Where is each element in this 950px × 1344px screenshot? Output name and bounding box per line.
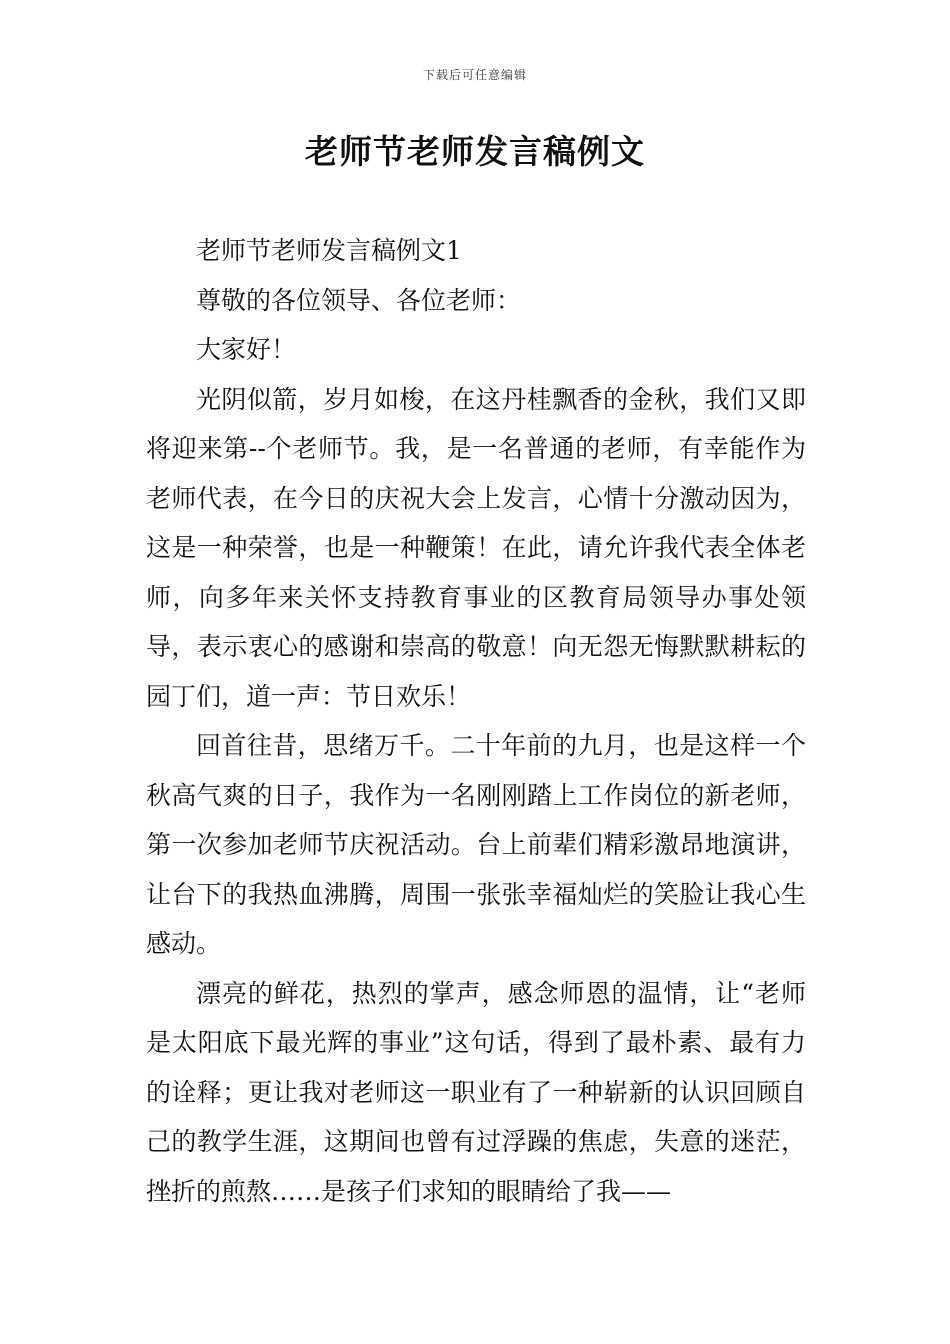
document-title: 老师节老师发言稿例文	[305, 132, 645, 171]
greeting-paragraph: 大家好！	[196, 335, 297, 364]
body-paragraph: 光阴似箭，岁月如梭，在这丹桂飘香的金秋，我们又即将迎来第--个老师节。我，是一名普通的老师，有幸能作为老师代表，在今日的庆祝大会上发言，心情十分激动因为，这是一种荣誉，也是一种鞭策！在此，请允许我代表全体老师，向多年来关怀支持教育事业的区教育局领导办事处领导，表示衷心的感谢和崇高的敬意！向无怨无悔默默耕耘的园丁们，道一声：节日欢乐！	[146, 384, 806, 711]
salutation-paragraph: 尊敬的各位领导、各位老师：	[196, 285, 522, 315]
subtitle-paragraph: 老师节老师发言稿例文1	[196, 236, 462, 265]
document-body	[146, 226, 806, 1216]
header-note: 下载后可任意编辑	[422, 68, 527, 82]
body-paragraph: 漂亮的鲜花，热烈的掌声，感念师恩的温情，让“老师是太阳底下最光辉的事业”这句话，得到了最朴素、最有力的诠释；更让我对老师这一职业有了一种崭新的认识回顾自己的教学生涯，这期间也曾有过浮躁的焦虑，失意的迷茫，挫折的煎熬……是孩子们求知的眼睛给了我——	[146, 978, 806, 1206]
body-paragraph: 回首往昔，思绪万千。二十年前的九月，也是这样一个秋高气爽的日子，我作为一名刚刚踏上工作岗位的新老师，第一次参加老师节庆祝活动。台上前辈们精彩激昂地演讲，让台下的我热血沸腾，周围一张张幸福灿烂的笑脸让我心生感动。	[146, 731, 806, 958]
